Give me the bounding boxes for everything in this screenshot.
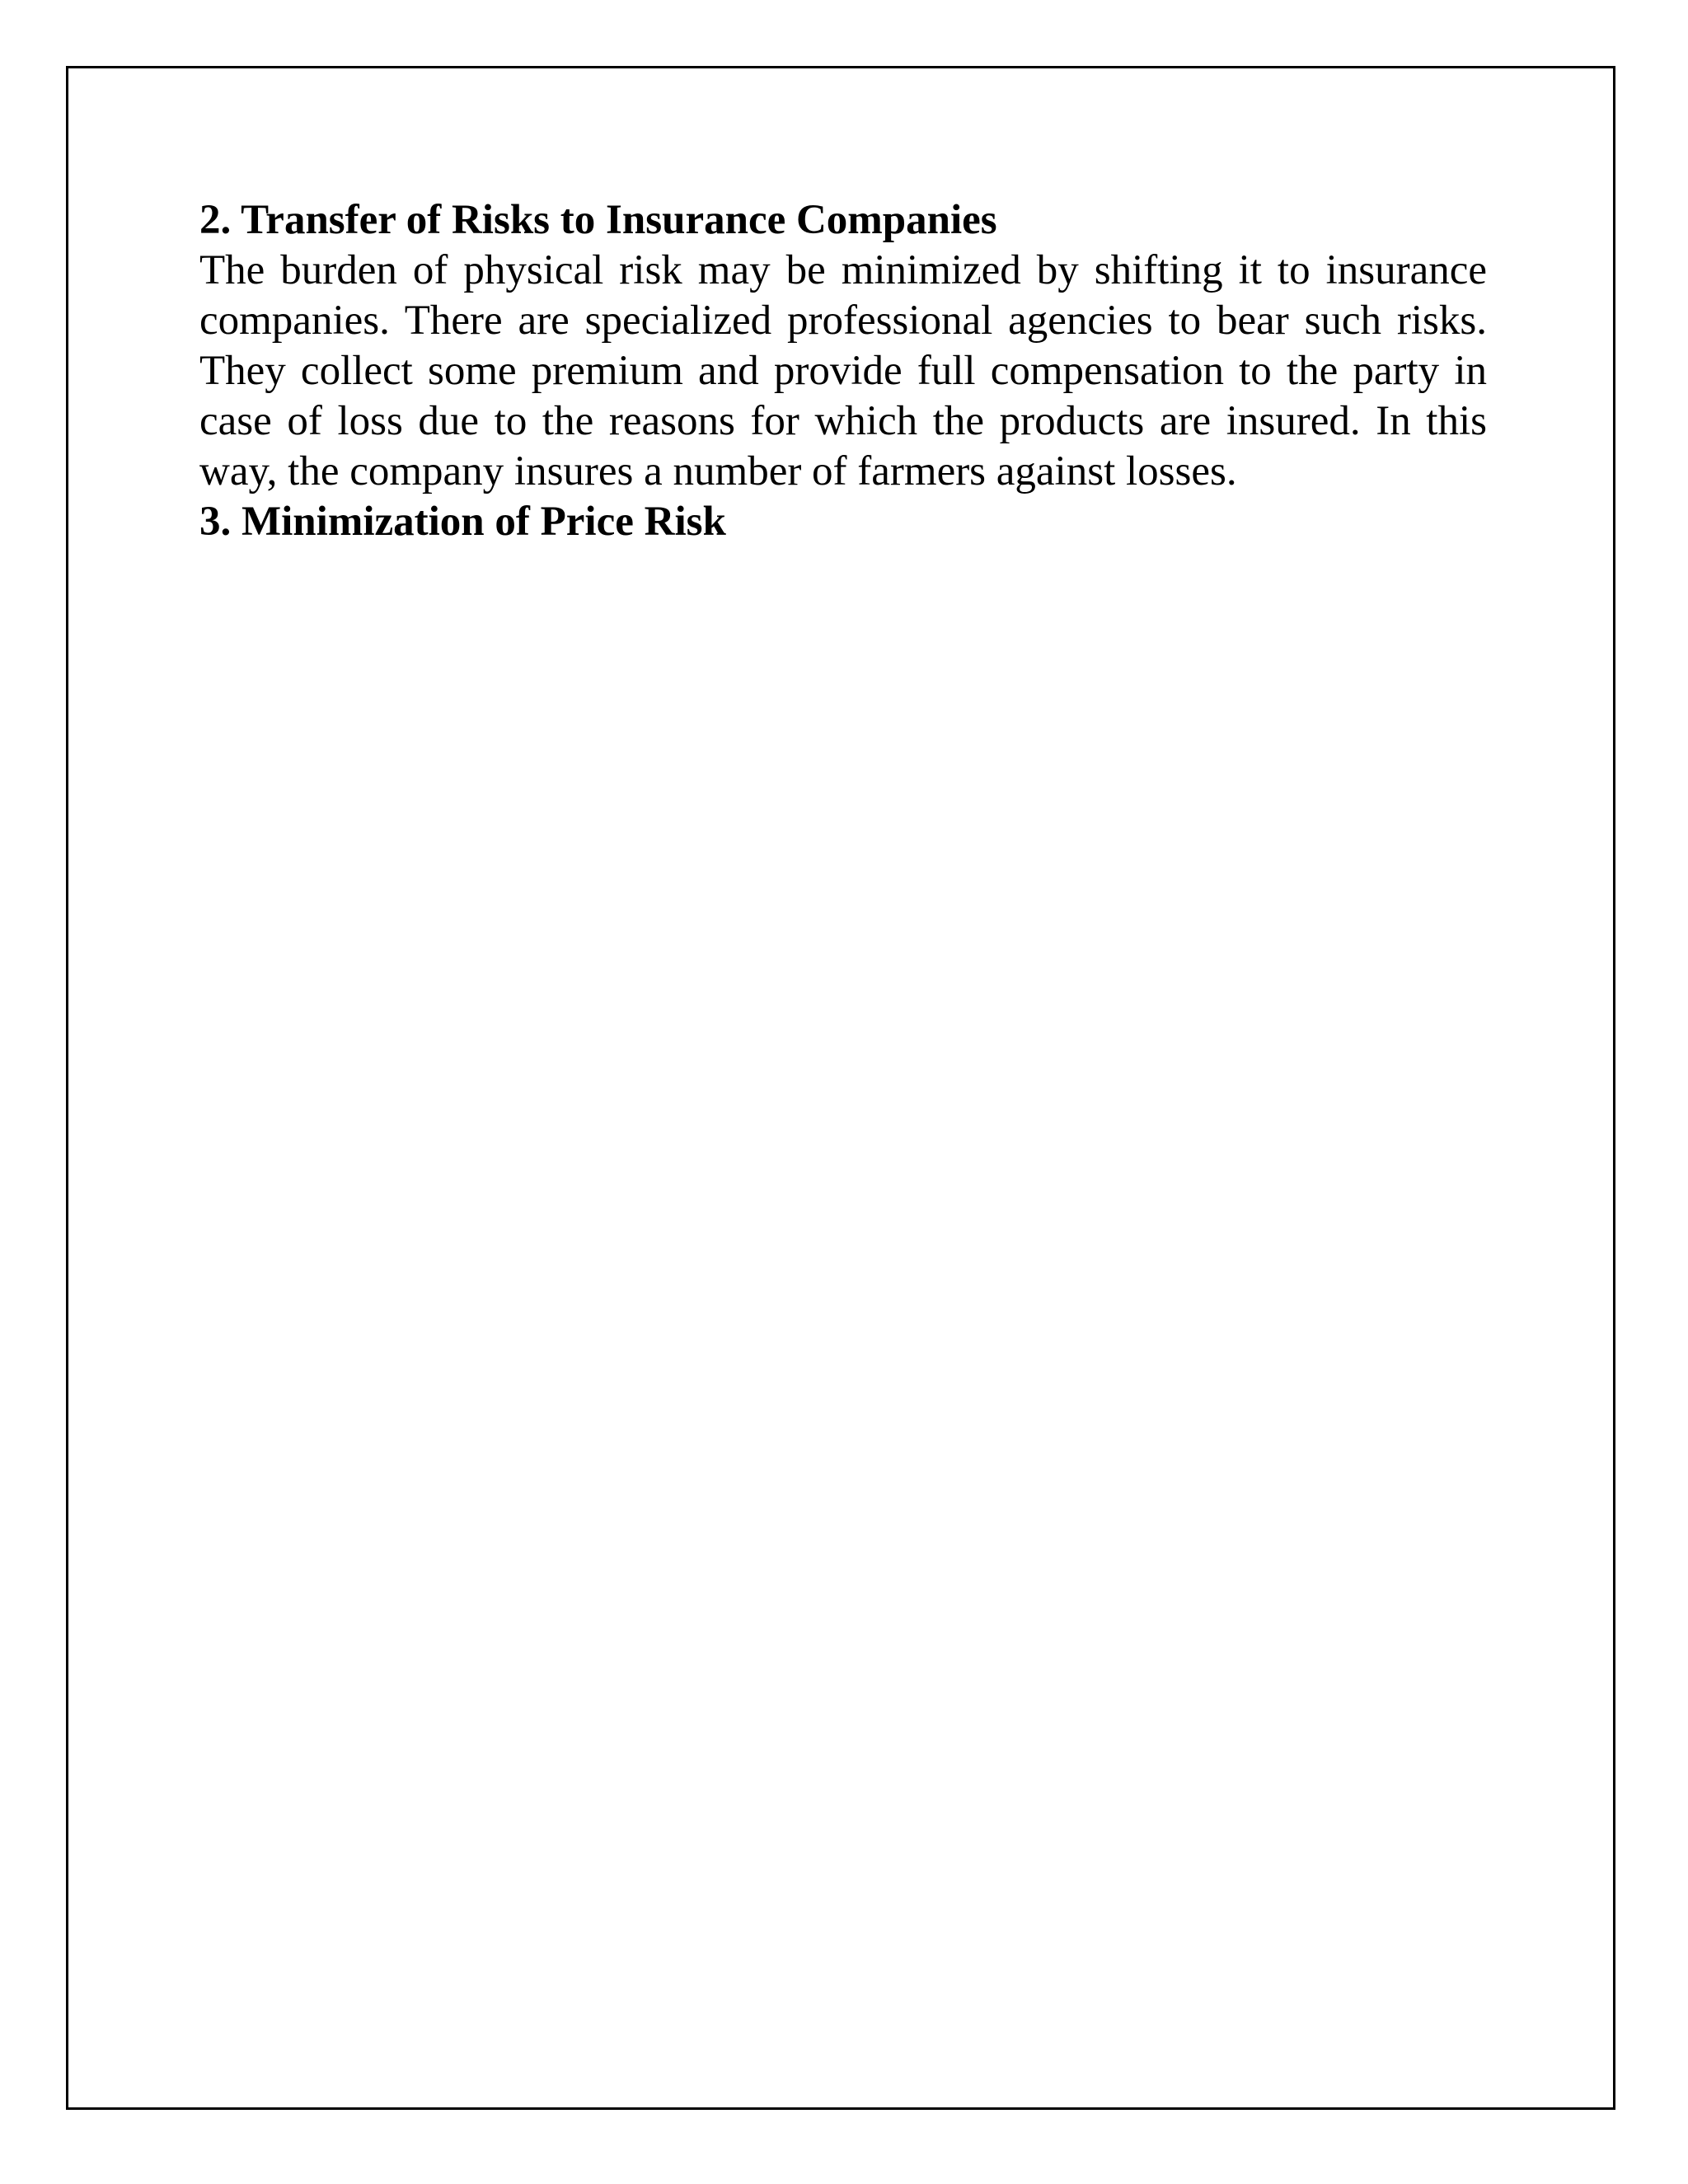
page-content [199,195,1487,547]
section-2-paragraph: The burden of physical risk may be minimized by shifting it to insurance companies. There are specialized professional agencies to bear such risks. They collect some premium and provide full compensation to the party in case of loss due to the reasons for which the products are insured. In this way, the company insures a number of farmers against losses. [199,247,1487,494]
section-2-heading: 2. Transfer of Risks to Insurance Companies [199,197,997,243]
section-3-heading: 3. Minimization of Price Risk [199,499,726,545]
